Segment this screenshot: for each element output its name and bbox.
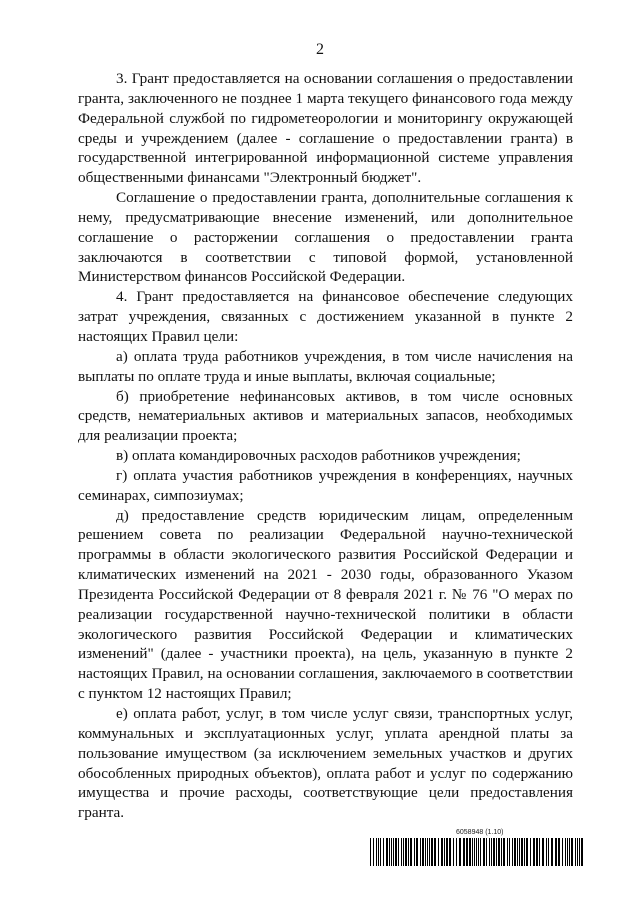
barcode-bar bbox=[569, 838, 570, 866]
barcode-bar bbox=[420, 838, 421, 866]
paragraph-4-grant-purpose: 4. Грант предоставляется на финансовое обеспечение следующих затрат учреждения, связанных с достижением указанной в пункте 2 настоящих Правил цели: bbox=[78, 288, 573, 345]
barcode-bar bbox=[496, 838, 497, 866]
barcode-bar bbox=[429, 838, 430, 866]
barcode-bar bbox=[444, 838, 445, 866]
barcode-bar bbox=[456, 838, 457, 866]
list-item-a: а) оплата труда работников учреждения, в том числе начисления на выплаты по оплате труда и иные выплаты, включая социальные; bbox=[78, 347, 573, 385]
barcode-bar bbox=[434, 838, 436, 866]
barcode-bar bbox=[408, 838, 409, 866]
barcode-bar bbox=[398, 838, 399, 866]
barcode-bar bbox=[558, 838, 560, 866]
barcode-bar bbox=[514, 838, 516, 866]
barcode-bar bbox=[414, 838, 415, 866]
barcode-bar bbox=[542, 838, 544, 866]
list-item-v: в) оплата командировочных расходов работников учреждения; bbox=[116, 447, 521, 465]
barcode-bar bbox=[509, 838, 510, 866]
barcode-bar bbox=[546, 838, 547, 866]
barcode-bar bbox=[373, 838, 374, 866]
paragraph-agreement-form: Соглашение о предоставлении гранта, дополнительные соглашения к нему, предусматривающие внесение изменений, или дополнительное соглашение о расторжении соглашения о предоставлении гранта заключаются в соответствии с типовой формой, установленной Министерством финансов Российской Федерации. bbox=[78, 189, 573, 286]
barcode-bar bbox=[493, 838, 495, 866]
barcode-bar bbox=[519, 838, 520, 866]
barcode-bar bbox=[507, 838, 508, 866]
barcode-bar bbox=[380, 838, 381, 866]
barcode-bar bbox=[469, 838, 471, 866]
barcode-bar bbox=[476, 838, 477, 866]
barcode-bar bbox=[489, 838, 490, 866]
barcode-bar bbox=[555, 838, 557, 866]
barcode-bar bbox=[395, 838, 397, 866]
document-body bbox=[78, 69, 573, 823]
list-item-b: б) приобретение нефинансовых активов, в том числе основных средств, нематериальных активов и материальных запасов, необходимых для реализации проекта; bbox=[78, 387, 573, 445]
barcode-bar bbox=[571, 838, 573, 866]
barcode-bar bbox=[449, 838, 451, 866]
barcode-bar bbox=[376, 838, 377, 866]
barcode-bar bbox=[386, 838, 388, 866]
paragraph-3-grant-agreement: 3. Грант предоставляется на основании соглашения о предоставлении гранта, заключенного не позднее 1 марта текущего финансового года между Федеральной службой по гидрометеорологии и мониторингу окружающей среды и учреждением (далее - соглашение о предоставлении гранта) в государственной интегрированной информационной системе управления общественными финансами "Электронный бюджет". bbox=[78, 70, 573, 187]
barcode-bar bbox=[466, 838, 468, 866]
barcode-bar bbox=[416, 838, 418, 866]
list-item-e: е) оплата работ, услуг, в том числе услуг связи, транспортных услуг, коммунальных и эксплуатационных услуг, уплата арендной платы за пользование имуществом (за исключением земельных участков и других обособленных природных объектов), оплата работ и услуг по содержанию имущества и прочие расходы, соответствующие цели предоставления гранта. bbox=[78, 705, 573, 822]
barcode-bar bbox=[548, 838, 549, 866]
document-code: 6058948 (1.10) bbox=[456, 829, 504, 836]
barcode-bar bbox=[524, 838, 525, 866]
barcode bbox=[370, 838, 583, 866]
barcode-bar bbox=[533, 838, 535, 866]
barcode-bar bbox=[567, 838, 568, 866]
barcode-bar bbox=[539, 838, 540, 866]
barcode-bar bbox=[378, 838, 379, 866]
barcode-bar bbox=[512, 838, 513, 866]
barcode-bar bbox=[517, 838, 518, 866]
barcode-bar bbox=[410, 838, 412, 866]
barcode-bar bbox=[530, 838, 531, 866]
barcode-bar bbox=[403, 838, 404, 866]
barcode-bar bbox=[474, 838, 475, 866]
barcode-bar bbox=[459, 838, 461, 866]
barcode-bar bbox=[579, 838, 580, 866]
barcode-bar bbox=[453, 838, 454, 866]
barcode-bar bbox=[446, 838, 448, 866]
barcode-bar bbox=[480, 838, 481, 866]
barcode-bar bbox=[401, 838, 402, 866]
barcode-bar bbox=[472, 838, 473, 866]
barcode-bar bbox=[422, 838, 424, 866]
barcode-bar bbox=[491, 838, 492, 866]
barcode-bar bbox=[536, 838, 538, 866]
barcode-bar bbox=[498, 838, 500, 866]
barcode-bar bbox=[463, 838, 465, 866]
barcode-bar bbox=[478, 838, 479, 866]
barcode-bar bbox=[431, 838, 433, 866]
barcode-bar bbox=[503, 838, 505, 866]
barcode-bar bbox=[393, 838, 394, 866]
barcode-bar bbox=[562, 838, 563, 866]
barcode-bar bbox=[370, 838, 371, 866]
barcode-bar bbox=[425, 838, 426, 866]
barcode-bar bbox=[383, 838, 384, 866]
barcode-bar bbox=[483, 838, 485, 866]
barcode-bar bbox=[391, 838, 392, 866]
barcode-bar bbox=[565, 838, 566, 866]
list-item-g: г) оплата участия работников учреждения в конференциях, научных семинарах, симпозиумах; bbox=[78, 466, 573, 504]
barcode-bar bbox=[577, 838, 578, 866]
barcode-bar bbox=[405, 838, 407, 866]
barcode-bar bbox=[501, 838, 502, 866]
barcode-bar bbox=[389, 838, 390, 866]
barcode-bar bbox=[486, 838, 487, 866]
barcode-bar bbox=[526, 838, 528, 866]
barcode-bar bbox=[441, 838, 443, 866]
barcode-bar bbox=[581, 838, 583, 866]
page-number: 2 bbox=[316, 41, 324, 58]
barcode-bar bbox=[438, 838, 439, 866]
barcode-bar bbox=[521, 838, 523, 866]
barcode-bar bbox=[575, 838, 576, 866]
list-item-d: д) предоставление средств юридическим лицам, определенным решением совета по реализации Федеральной научно-технической программы в области экологического развития Российской Федерации и климатических изменений на 2021 - 2030 годы, образованного Указом Президента Российской Федерации от 8 февраля 2021 г. № 76 "О мерах по реализации государственной научно-технической политики в области экологического развития Российской Федерации и климатических изменений" (далее - участники проекта), на цель, указанную в пункте 2 настоящих Правил, на основании соглашения, заключаемого в соответствии с пунктом 12 настоящих Правил; bbox=[78, 506, 573, 703]
barcode-bar bbox=[427, 838, 428, 866]
barcode-bar bbox=[551, 838, 553, 866]
